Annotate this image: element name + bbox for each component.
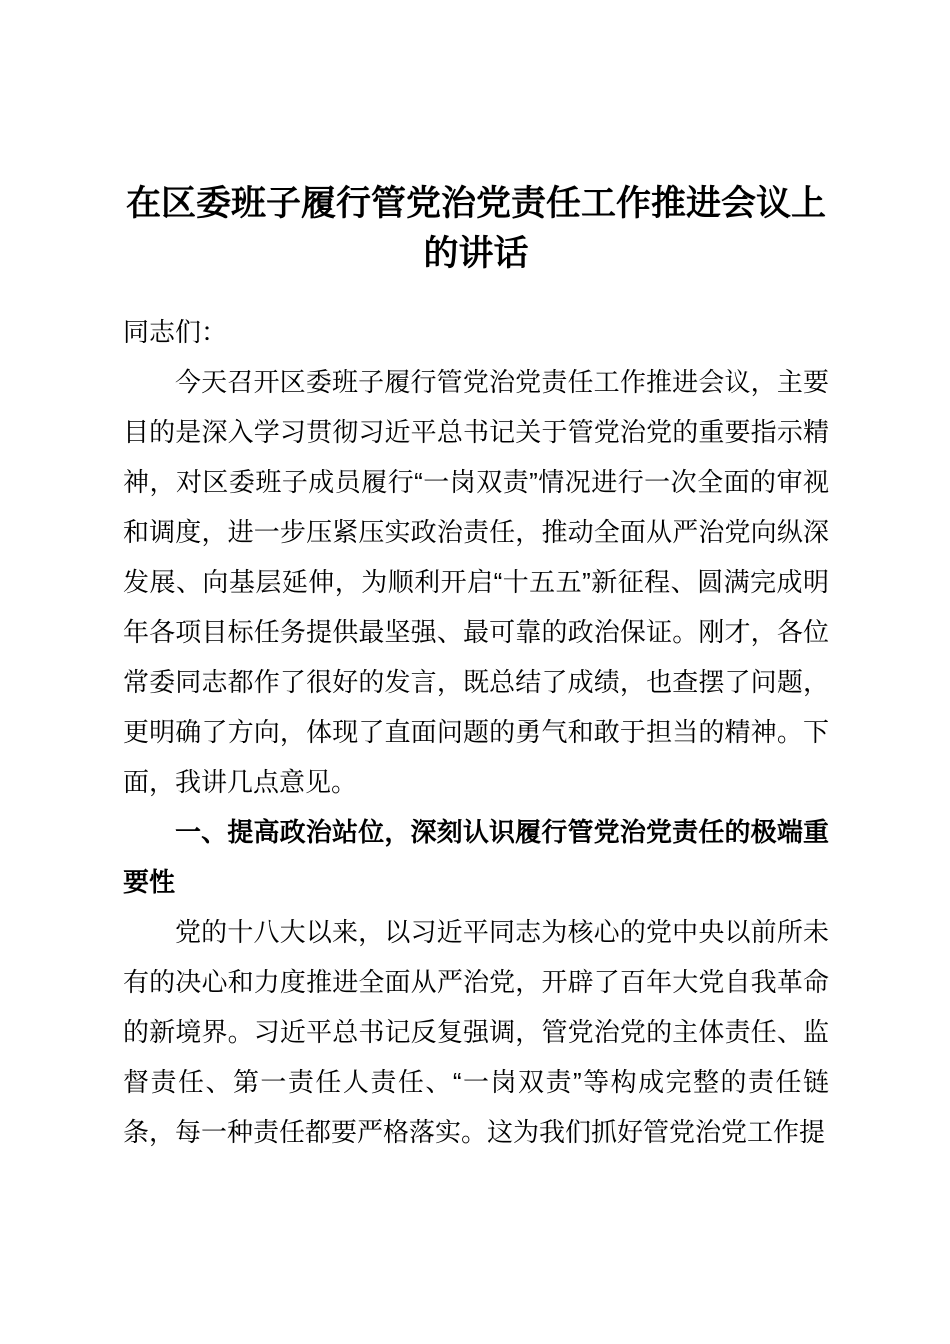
section-heading-1: 一、提高政治站位，深刻认识履行管党治党责任的极端重要性 [123, 817, 829, 897]
paragraph-section-1-body: 党的十八大以来，以习近平同志为核心的党中央以前所未有的决心和力度推进全面从严治党，开辟了百年大党自我革命的新境界。习近平总书记反复强调，管党治党的主体责任、监督责任、第一责任人责任、“一岗双责”等构成完整的责任链条，每一种责任都要严格落实。这为我们抓好管党治党工作提 [123, 917, 829, 1147]
document-title: 在区委班子履行管党治党责任工作推进会议上的讲话 [125, 184, 826, 273]
salutation: 同志们： [123, 317, 228, 347]
paragraph-intro: 今天召开区委班子履行管党治党责任工作推进会议，主要目的是深入学习贯彻习近平总书记关于管党治党的重要指示精神，对区委班子成员履行“一岗双责”情况进行一次全面的审视和调度，进一步压紧压实政治责任，推动全面从严治党向纵深发展、向基层延伸，为顺利开启“十五五”新征程、圆满完成明年各项目标任务提供最坚强、最可靠的政治保证。刚才，各位常委同志都作了很好的发言，既总结了成绩，也查摆了问题，更明确了方向，体现了直面问题的勇气和敢于担当的精神。下面，我讲几点意见。 [123, 367, 829, 797]
